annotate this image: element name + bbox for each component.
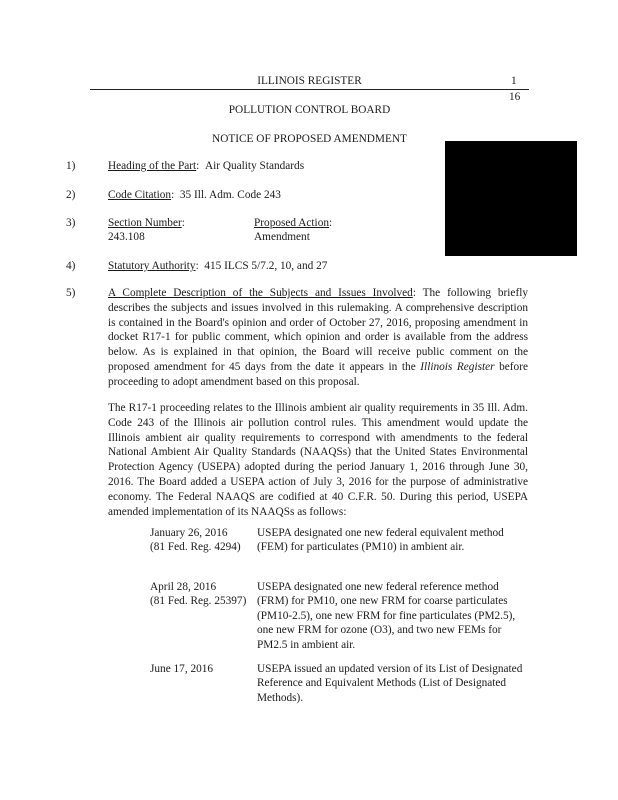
action-2-description: USEPA designated one new federal reference method (FRM) for PM10, one new FRM for coarse particulates (PM10-2.5), one new FRM for fine particulates (PM2.5), one new FRM for ozone (O3), and two new FEMs for PM2.5 in ambient air. [257, 581, 516, 651]
item-4-value: 415 ILCS 5/7.2, 10, and 27 [204, 260, 328, 272]
item-5-label: A Complete Description of the Subjects and Issues Involved [108, 287, 413, 299]
item-1 [108, 159, 304, 173]
action-3-description: USEPA issued an updated version of its List of Designated Reference and Equivalent Methods (List of Designated Methods). [257, 663, 523, 704]
item-1-value: Air Quality Standards [204, 160, 305, 172]
item-2-number: 2) [66, 189, 76, 201]
item-1-number: 1) [66, 160, 76, 172]
action-3-date-block [150, 662, 270, 676]
item-2-sep: : [171, 189, 175, 201]
illinois-register-italic: Illinois Register [420, 360, 495, 373]
register-title: ILLINOIS REGISTER [257, 75, 362, 87]
notice-title: NOTICE OF PROPOSED AMENDMENT [212, 133, 407, 145]
action-2-cite: (81 Fed. Reg. 25397) [150, 595, 247, 608]
proposed-action-label: Proposed Action [254, 217, 329, 229]
action-3-date: June 17, 2016 [150, 663, 214, 675]
item-1-sep: : [196, 160, 200, 172]
action-1-cite: (81 Fed. Reg. 4294) [150, 541, 241, 554]
item-2 [108, 188, 281, 202]
item-2-label: Code Citation [108, 189, 172, 201]
item-5-number: 5) [66, 287, 76, 299]
section-number-value: 243.108 [108, 231, 145, 243]
proposed-action-value: Amendment [254, 231, 310, 243]
item-1-label: Heading of the Part [108, 160, 197, 172]
sub-number: 16 [509, 91, 521, 103]
item-5-paragraph-2: The R17-1 proceeding relates to the Illinois ambient air quality requirements in 35 Ill. Adm. Code 243 of the Illinois air pollution control rules. This amendment would update the Illinois ambient air quality requirements to correspond with amendments to the federal National Ambient Air Quality Standards (NAAQSs) that the United States Environmental Protection Agency (USEPA) adopted during the period January 1, 2016 through June 30, 2016. The Board added a USEPA action of July 3, 2016 for the purpose of administrative economy. The Federal NAAQS are codified at 40 C.F.R. 50. During this period, USEPA amended implementation of its NAAQSs as follows: [108, 402, 528, 518]
section-number-label: Section Number [108, 217, 182, 229]
item-5-text: : The following briefly describes the subjects and issues involved in this rulemaking. A comprehensive description is contained in the Board's opinion and order of October 27, 2016, proposing amendment in docket R17-1 for public comment, which opinion and order is available from the address below. As is explained in that opinion, the Board will receive public comment on the proposed amendment for 45 days from the date it appears in the [108, 287, 528, 373]
item-3-action [254, 216, 332, 230]
action-2-date: April 28, 2016 [150, 581, 217, 593]
item-2-value: 35 Ill. Adm. Code 243 [179, 189, 281, 201]
item-5-text-end: before proceeding to adopt amendment based on this proposal. [108, 360, 528, 388]
action-1-date: January 26, 2016 [150, 527, 228, 539]
board-name: POLLUTION CONTROL BOARD [228, 104, 391, 116]
action-2-date-block [150, 580, 270, 609]
page-number: 1 [511, 75, 517, 87]
item-4-label: Statutory Authority [108, 260, 196, 272]
item-4-number: 4) [66, 260, 76, 272]
action-1-description: USEPA designated one new federal equivalent method (FEM) for particulates (PM10) in ambient air. [257, 527, 504, 554]
header-rule [90, 89, 529, 90]
item-4 [108, 259, 327, 273]
action-1-date-block [150, 526, 270, 555]
redaction-block [445, 141, 577, 256]
proposed-action-sep: : [329, 217, 333, 229]
item-5-paragraph-1 [108, 286, 528, 390]
item-3-number: 3) [66, 217, 76, 229]
section-number-sep: : [181, 217, 185, 229]
item-3-section [108, 216, 185, 230]
item-4-sep: : [195, 260, 199, 272]
